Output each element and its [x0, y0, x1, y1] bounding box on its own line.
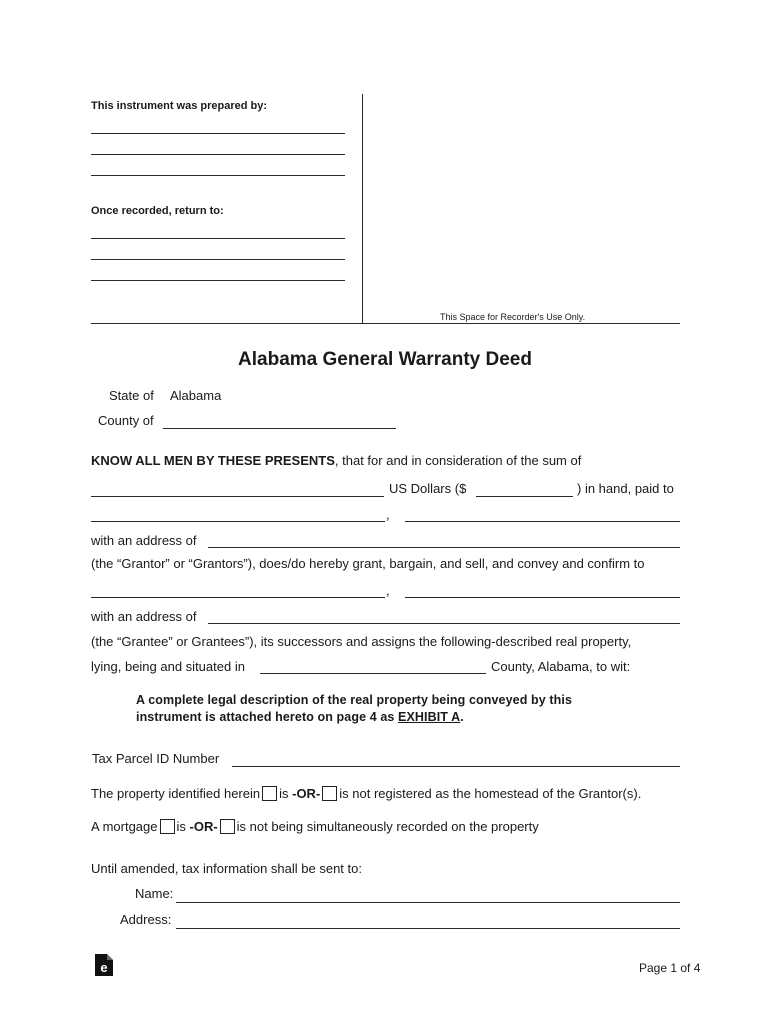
mortgage-is-checkbox[interactable]	[160, 819, 175, 834]
grantor-address-field[interactable]	[208, 547, 680, 548]
grantor-name-field-2[interactable]	[405, 521, 680, 522]
in-hand-label: ) in hand, paid to	[577, 481, 674, 496]
know-all-men-rest: , that for and in consideration of the sum of	[334, 453, 582, 468]
homestead-or: -OR-	[292, 786, 321, 801]
grantor-name-field-1[interactable]	[91, 521, 385, 522]
prepared-by-line-1[interactable]	[91, 133, 345, 134]
county-label: County of	[98, 413, 154, 428]
state-value: Alabama	[170, 388, 222, 403]
county-situated-field[interactable]	[260, 673, 486, 674]
prepared-by-label: This instrument was prepared by:	[91, 100, 268, 112]
header-divider	[362, 94, 363, 323]
grantor-address-label: with an address of	[91, 533, 197, 548]
know-all-men-text	[91, 453, 581, 468]
homestead-is-checkbox[interactable]	[262, 786, 277, 801]
return-to-line-3[interactable]	[91, 280, 345, 281]
tax-address-label: Address:	[120, 912, 172, 927]
exhibit-a-link: EXHIBIT A	[398, 710, 461, 724]
mortgage-or: -OR-	[189, 819, 218, 834]
mortgage-row	[91, 819, 539, 834]
return-to-label: Once recorded, return to:	[91, 205, 224, 217]
mortgage-is-not-checkbox[interactable]	[220, 819, 235, 834]
return-to-line-1[interactable]	[91, 238, 345, 239]
homestead-post: is not registered as the homestead of the Grantor(s).	[339, 786, 642, 801]
legal-description	[136, 692, 656, 726]
homestead-pre: The property identified herein	[91, 786, 261, 801]
svg-text:e: e	[100, 960, 108, 975]
return-to-line-2[interactable]	[91, 259, 345, 260]
legal-line-2-text: instrument is attached hereto on page 4 as	[136, 710, 399, 724]
grantee-text: (the “Grantee” or Grantees”), its successors and assigns the following-described real property,	[91, 634, 632, 649]
homestead-row	[91, 786, 641, 801]
mortgage-pre: A mortgage	[91, 819, 158, 834]
grantor-text: (the “Grantor” or “Grantors”), does/do hereby grant, bargain, and sell, and convey and confirm to	[91, 556, 645, 571]
grantee-comma: ,	[386, 583, 390, 598]
homestead-is: is	[279, 786, 293, 801]
know-all-men-bold: KNOW ALL MEN BY THESE PRESENTS	[91, 453, 335, 468]
tax-name-label: Name:	[135, 886, 174, 901]
us-dollars-label: US Dollars ($	[389, 481, 467, 496]
tax-address-field[interactable]	[176, 928, 680, 929]
grantor-comma: ,	[386, 507, 390, 522]
mortgage-post: is not being simultaneously recorded on the property	[236, 819, 539, 834]
amount-words-field[interactable]	[91, 496, 384, 497]
mortgage-is: is	[176, 819, 190, 834]
grantee-name-field-2[interactable]	[405, 597, 680, 598]
situated-after-label: County, Alabama, to wit:	[491, 659, 631, 674]
grantee-address-field[interactable]	[208, 623, 680, 624]
eforms-logo-icon	[94, 953, 114, 977]
prepared-by-line-2[interactable]	[91, 154, 345, 155]
homestead-is-not-checkbox[interactable]	[322, 786, 337, 801]
tax-parcel-label: Tax Parcel ID Number	[92, 751, 220, 766]
tax-name-field[interactable]	[176, 902, 680, 903]
grantee-name-field-1[interactable]	[91, 597, 385, 598]
page-number: Page 1 of 4	[639, 961, 701, 975]
header-bottom-rule	[91, 323, 680, 324]
page-title: Alabama General Warranty Deed	[238, 349, 532, 370]
state-label: State of	[109, 388, 154, 403]
prepared-by-line-3[interactable]	[91, 175, 345, 176]
county-field[interactable]	[163, 428, 396, 429]
tax-info-heading: Until amended, tax information shall be sent to:	[91, 861, 362, 876]
tax-parcel-field[interactable]	[232, 766, 680, 767]
recorder-space-label: This Space for Recorder's Use Only.	[440, 312, 586, 322]
legal-line-1: A complete legal description of the real property being conveyed by this	[136, 693, 572, 707]
legal-line-2-end: .	[460, 710, 464, 724]
amount-number-field[interactable]	[476, 496, 573, 497]
grantee-address-label: with an address of	[91, 609, 197, 624]
legal-line-2	[136, 709, 656, 726]
situated-label: lying, being and situated in	[91, 659, 245, 674]
